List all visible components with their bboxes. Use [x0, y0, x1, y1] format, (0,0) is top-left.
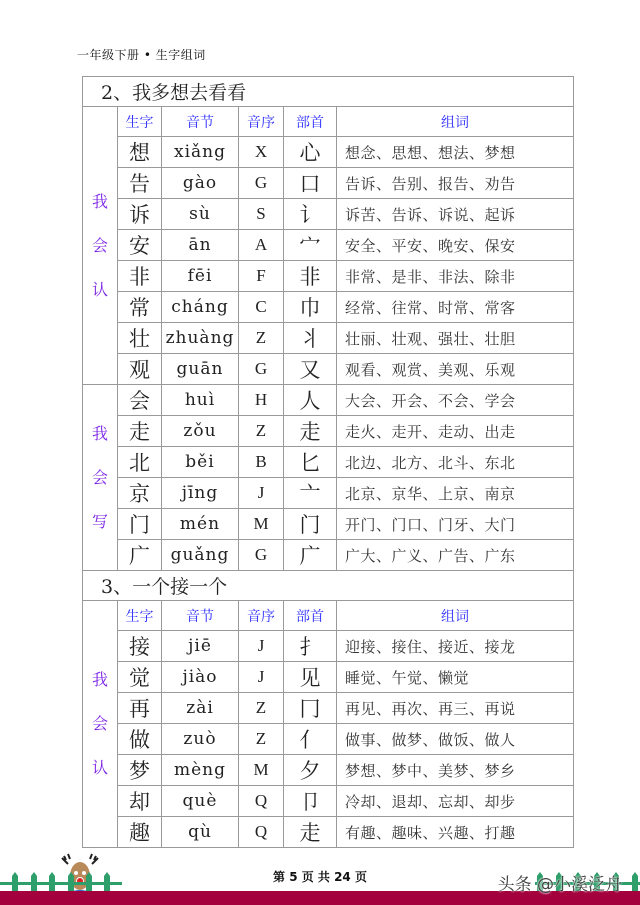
cell-pinyin: huì — [162, 385, 239, 416]
cell-words: 迎接、接住、接近、接龙 — [337, 631, 574, 662]
column-header-char: 生字 — [118, 107, 162, 137]
cell-pinyin: qù — [162, 817, 239, 848]
column-header-seq: 音序 — [239, 601, 284, 631]
table-row — [83, 755, 574, 786]
cell-words: 冷却、退却、忘却、却步 — [337, 786, 574, 817]
cell-words: 开门、门口、门牙、大门 — [337, 509, 574, 540]
cell-pinyin: jiào — [162, 662, 239, 693]
table-row — [83, 199, 574, 230]
cell-words: 经常、往常、时常、常客 — [337, 292, 574, 323]
cell-pinyin: jiē — [162, 631, 239, 662]
table-row — [83, 168, 574, 199]
cell-seq: Z — [239, 693, 284, 724]
cell-words: 睡觉、午觉、懒觉 — [337, 662, 574, 693]
cell-radical: 见 — [284, 662, 337, 693]
cell-pinyin: guān — [162, 354, 239, 385]
cell-pinyin: guǎng — [162, 540, 239, 571]
column-header-words: 组词 — [337, 601, 574, 631]
column-header-radical: 部首 — [284, 601, 337, 631]
cell-pinyin: mèng — [162, 755, 239, 786]
cell-seq: Z — [239, 724, 284, 755]
cell-words: 诉苦、告诉、诉说、起诉 — [337, 199, 574, 230]
cell-pinyin: cháng — [162, 292, 239, 323]
cell-radical: 走 — [284, 416, 337, 447]
table-row — [83, 478, 574, 509]
cell-radical: 门 — [284, 509, 337, 540]
column-header-seq: 音序 — [239, 107, 284, 137]
cell-pinyin: zǒu — [162, 416, 239, 447]
cell-pinyin: zuò — [162, 724, 239, 755]
cell-char: 走 — [118, 416, 162, 447]
cell-char: 做 — [118, 724, 162, 755]
cell-words: 大会、开会、不会、学会 — [337, 385, 574, 416]
cell-char: 广 — [118, 540, 162, 571]
cell-seq: H — [239, 385, 284, 416]
cell-words: 有趣、趣味、兴趣、打趣 — [337, 817, 574, 848]
column-header-row — [83, 107, 574, 137]
cell-words: 梦想、梦中、美梦、梦乡 — [337, 755, 574, 786]
cell-radical: 亠 — [284, 478, 337, 509]
group-label — [83, 385, 118, 571]
table-row — [83, 631, 574, 662]
cell-radical: 走 — [284, 817, 337, 848]
cell-seq: G — [239, 540, 284, 571]
cell-seq: J — [239, 478, 284, 509]
cell-char: 接 — [118, 631, 162, 662]
cell-char: 觉 — [118, 662, 162, 693]
cell-seq: Q — [239, 817, 284, 848]
cell-seq: J — [239, 631, 284, 662]
cell-char: 诉 — [118, 199, 162, 230]
cell-words: 走火、走开、走动、出走 — [337, 416, 574, 447]
cell-radical: 夕 — [284, 755, 337, 786]
cell-radical: 亻 — [284, 724, 337, 755]
table-row — [83, 447, 574, 478]
column-header-pinyin: 音节 — [162, 601, 239, 631]
cell-seq: G — [239, 168, 284, 199]
cell-seq: B — [239, 447, 284, 478]
group-label-char: 我 — [91, 423, 108, 443]
group-label-char: 写 — [91, 511, 108, 531]
cell-char: 壮 — [118, 323, 162, 354]
table-row — [83, 261, 574, 292]
cell-words: 观看、观赏、美观、乐观 — [337, 354, 574, 385]
cell-radical: 丬 — [284, 323, 337, 354]
table-row — [83, 416, 574, 447]
cell-pinyin: xiǎng — [162, 137, 239, 168]
cell-seq: M — [239, 509, 284, 540]
cell-words: 再见、再次、再三、再说 — [337, 693, 574, 724]
column-header-char: 生字 — [118, 601, 162, 631]
cell-words: 非常、是非、非法、除非 — [337, 261, 574, 292]
table-row — [83, 817, 574, 848]
cell-char: 北 — [118, 447, 162, 478]
cell-seq: X — [239, 137, 284, 168]
page-number: 第 5 页 共 24 页 — [273, 870, 367, 884]
cell-radical: 又 — [284, 354, 337, 385]
cell-words: 告诉、告别、报告、劝告 — [337, 168, 574, 199]
table-row — [83, 354, 574, 385]
cell-pinyin: mén — [162, 509, 239, 540]
reindeer-icon — [62, 854, 98, 894]
group-label-char: 认 — [91, 758, 108, 777]
cell-pinyin: zhuàng — [162, 323, 239, 354]
cell-char: 却 — [118, 786, 162, 817]
cell-seq: Z — [239, 323, 284, 354]
group-label-char: 我 — [91, 670, 108, 689]
cell-seq: Z — [239, 416, 284, 447]
cell-pinyin: què — [162, 786, 239, 817]
section-title: 3、一个接一个 — [83, 571, 574, 601]
cell-pinyin: fēi — [162, 261, 239, 292]
cell-radical: 非 — [284, 261, 337, 292]
cell-seq: C — [239, 292, 284, 323]
group-label-char: 会 — [91, 235, 108, 255]
group-label — [83, 107, 118, 385]
cell-words: 做事、做梦、做饭、做人 — [337, 724, 574, 755]
cell-pinyin: ān — [162, 230, 239, 261]
cell-words: 北边、北方、北斗、东北 — [337, 447, 574, 478]
cell-char: 趣 — [118, 817, 162, 848]
cell-seq: S — [239, 199, 284, 230]
cell-words: 想念、思想、想法、梦想 — [337, 137, 574, 168]
cell-char: 安 — [118, 230, 162, 261]
table-row — [83, 385, 574, 416]
cell-radical: 口 — [284, 168, 337, 199]
table-row — [83, 230, 574, 261]
cell-radical: 广 — [284, 540, 337, 571]
table-row — [83, 693, 574, 724]
cell-pinyin: gào — [162, 168, 239, 199]
cell-radical: 扌 — [284, 631, 337, 662]
group-label — [83, 601, 118, 848]
running-header: 一年级下册 • 生字组词 — [77, 48, 206, 62]
cell-radical: 卩 — [284, 786, 337, 817]
cell-char: 京 — [118, 478, 162, 509]
group-label-char: 我 — [91, 191, 108, 211]
group-label-char: 会 — [91, 467, 108, 487]
group-label-char: 认 — [91, 279, 108, 299]
cell-char: 想 — [118, 137, 162, 168]
table-row — [83, 292, 574, 323]
cell-seq: G — [239, 354, 284, 385]
cell-seq: M — [239, 755, 284, 786]
table-row — [83, 540, 574, 571]
table-row — [83, 137, 574, 168]
cell-char: 告 — [118, 168, 162, 199]
cell-radical: 心 — [284, 137, 337, 168]
column-header-pinyin: 音节 — [162, 107, 239, 137]
cell-char: 会 — [118, 385, 162, 416]
cell-words: 安全、平安、晚安、保安 — [337, 230, 574, 261]
reindeer-fence-decoration — [0, 846, 125, 896]
cell-words: 广大、广义、广告、广东 — [337, 540, 574, 571]
column-header-row — [83, 601, 574, 631]
section-title-row — [83, 571, 574, 601]
cell-char: 再 — [118, 693, 162, 724]
cell-seq: Q — [239, 786, 284, 817]
cell-words: 北京、京华、上京、南京 — [337, 478, 574, 509]
group-label-char: 会 — [91, 714, 108, 733]
section-title: 2、我多想去看看 — [83, 77, 574, 107]
column-header-words: 组词 — [337, 107, 574, 137]
table-row — [83, 724, 574, 755]
table-row — [83, 662, 574, 693]
cell-pinyin: jīng — [162, 478, 239, 509]
watermark: 头条 @小溪泛舟 — [497, 875, 622, 895]
cell-words: 壮丽、壮观、强壮、壮胆 — [337, 323, 574, 354]
cell-char: 门 — [118, 509, 162, 540]
cell-char: 观 — [118, 354, 162, 385]
section-title-row — [83, 77, 574, 107]
vocab-table — [82, 76, 574, 848]
cell-radical: 冂 — [284, 693, 337, 724]
cell-char: 非 — [118, 261, 162, 292]
cell-seq: J — [239, 662, 284, 693]
cell-radical: 人 — [284, 385, 337, 416]
cell-radical: 匕 — [284, 447, 337, 478]
cell-pinyin: sù — [162, 199, 239, 230]
table-row — [83, 509, 574, 540]
table-row — [83, 786, 574, 817]
cell-char: 梦 — [118, 755, 162, 786]
cell-seq: F — [239, 261, 284, 292]
cell-radical: 巾 — [284, 292, 337, 323]
column-header-radical: 部首 — [284, 107, 337, 137]
cell-pinyin: běi — [162, 447, 239, 478]
cell-radical: 讠 — [284, 199, 337, 230]
cell-char: 常 — [118, 292, 162, 323]
table-row — [83, 323, 574, 354]
cell-radical: 宀 — [284, 230, 337, 261]
cell-seq: A — [239, 230, 284, 261]
cell-pinyin: zài — [162, 693, 239, 724]
